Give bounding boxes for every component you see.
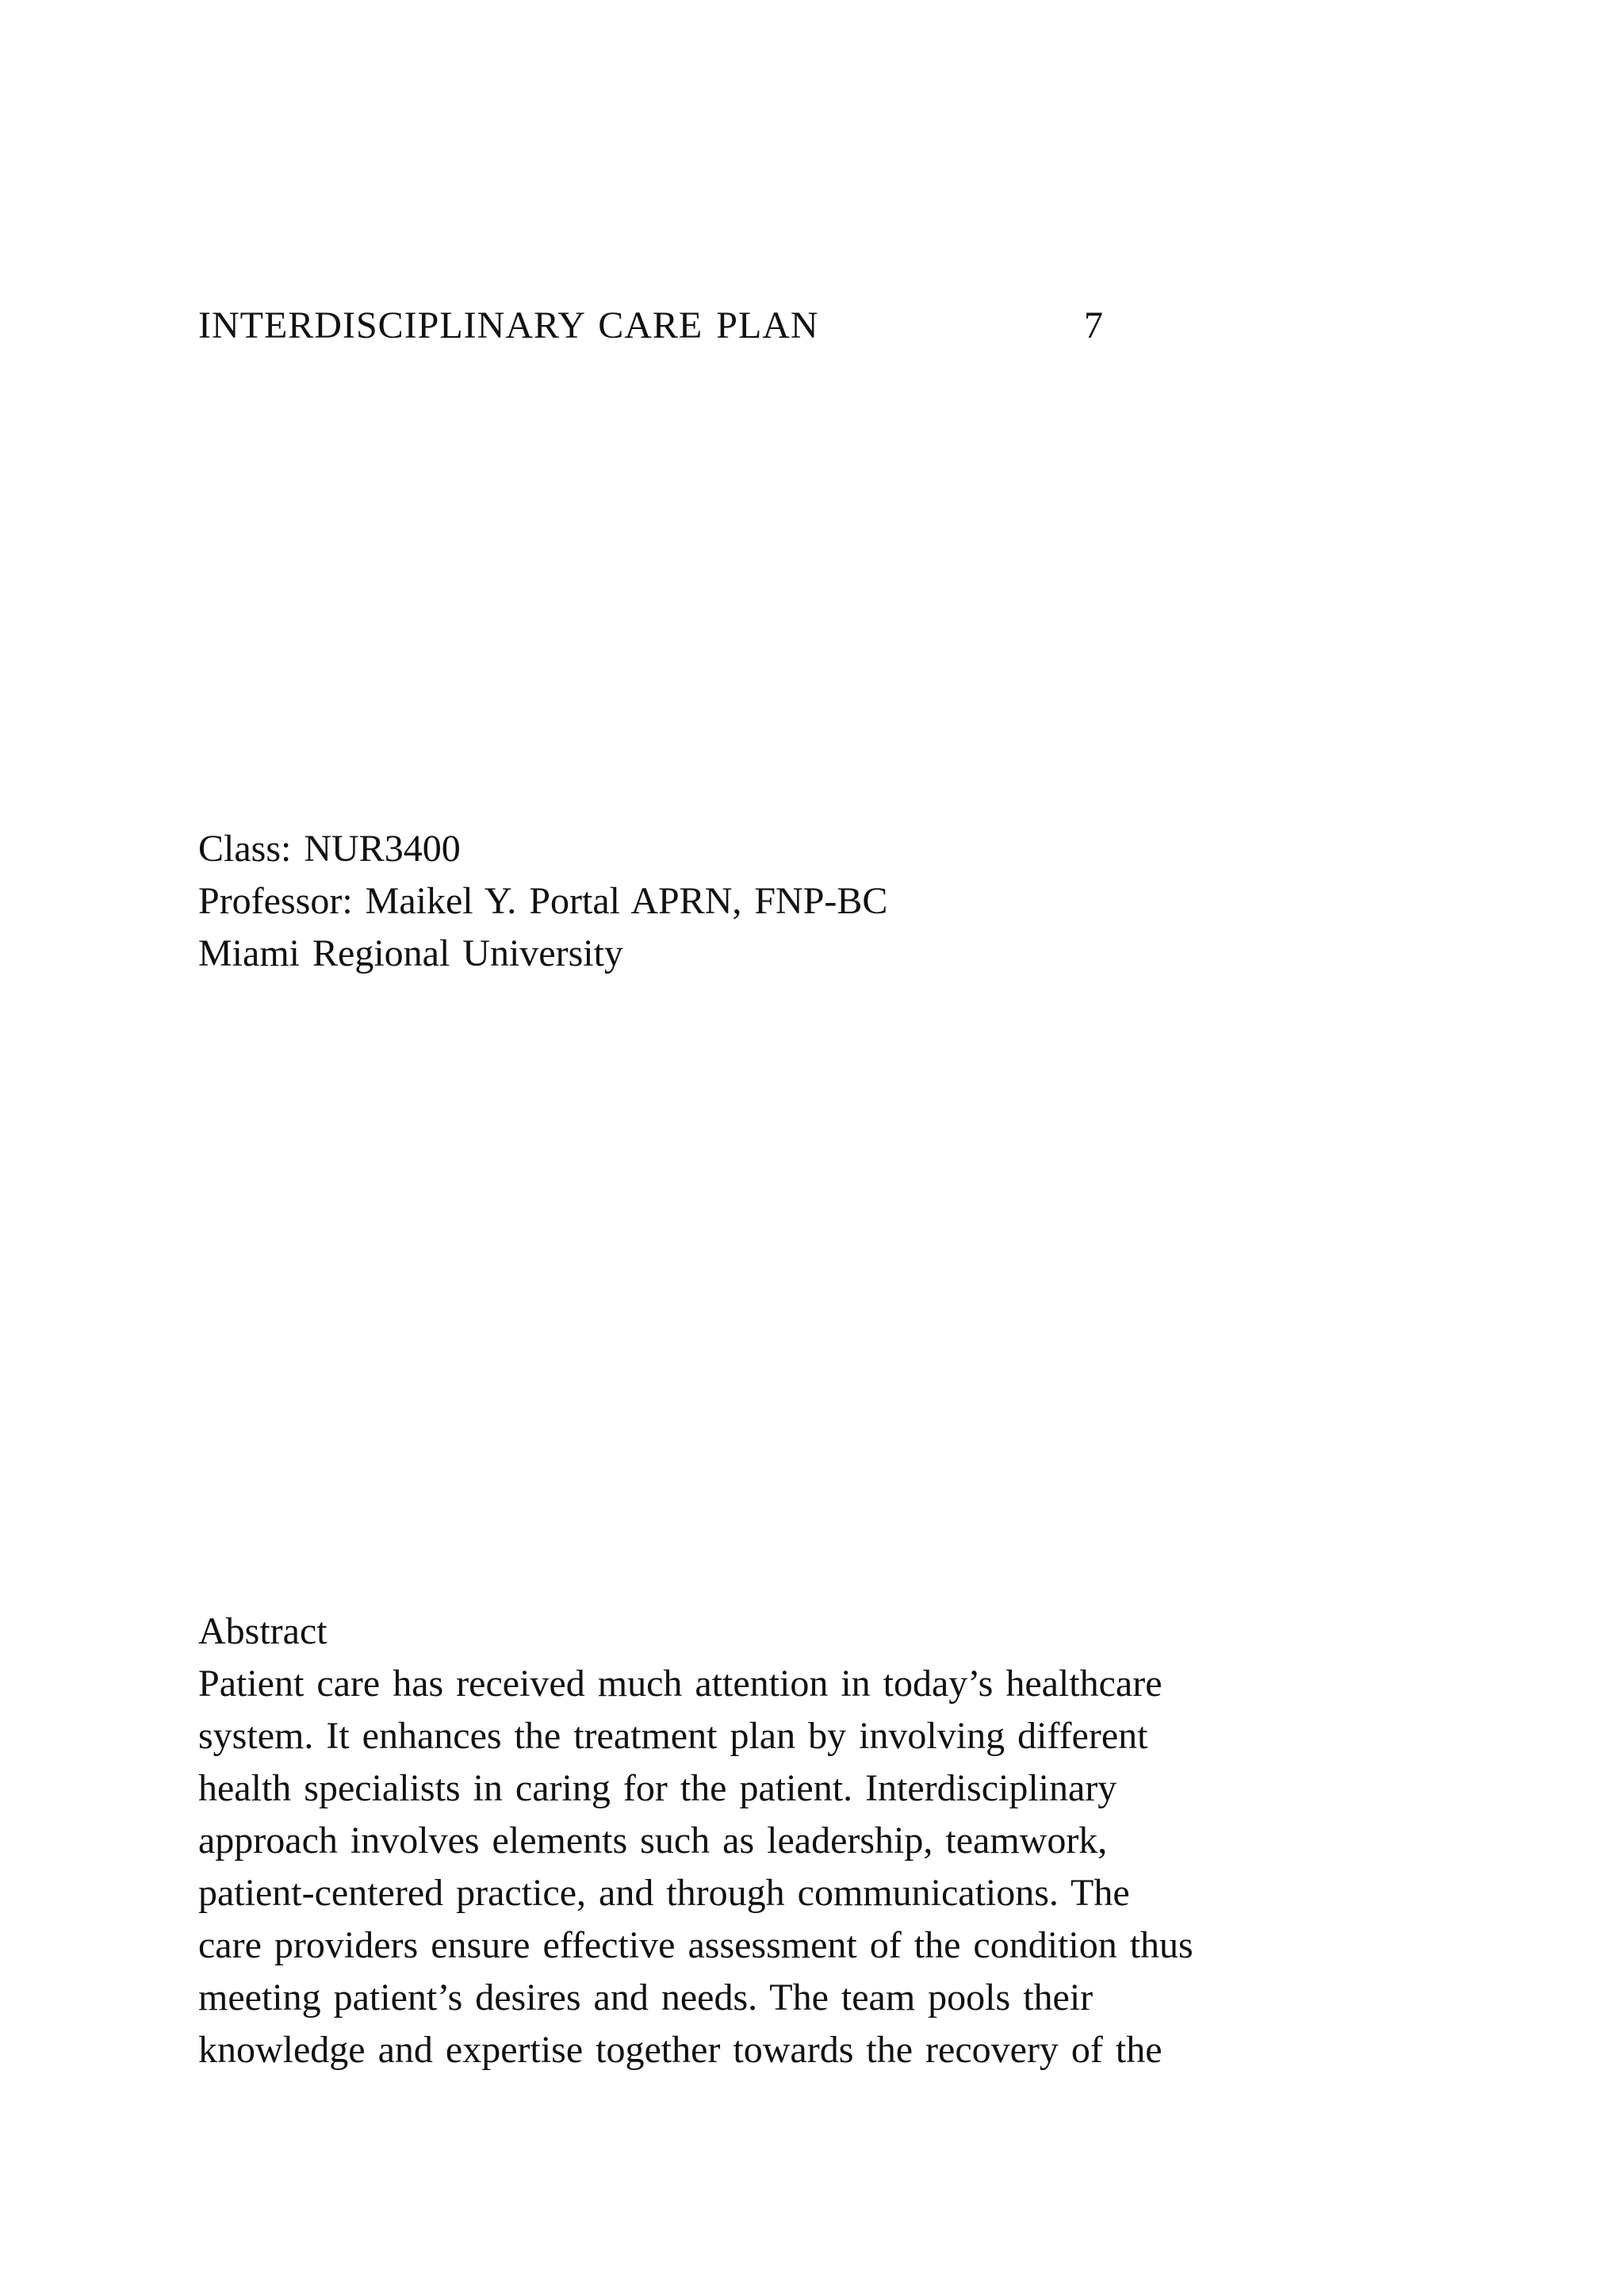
abstract-line: knowledge and expertise together towards the recovery of the bbox=[198, 2029, 1162, 2071]
page-number: 7 bbox=[1084, 304, 1103, 346]
running-head: INTERDISCIPLINARY CARE PLAN bbox=[198, 304, 819, 346]
class-line: Class: NUR3400 bbox=[198, 828, 461, 870]
abstract-heading: Abstract bbox=[198, 1610, 327, 1652]
abstract-line: meeting patient’s desires and needs. The team pools their bbox=[198, 1976, 1094, 2019]
institution-line: Miami Regional University bbox=[198, 932, 623, 974]
abstract-line: Patient care has received much attention in today’s healthcare bbox=[198, 1663, 1162, 1705]
abstract-line: care providers ensure effective assessment of the condition thus bbox=[198, 1924, 1193, 1966]
abstract-body bbox=[198, 1658, 1193, 2076]
professor-line: Professor: Maikel Y. Portal APRN, FNP-BC bbox=[198, 880, 888, 922]
abstract-line: patient-centered practice, and through communications. The bbox=[198, 1872, 1130, 1914]
abstract-line: health specialists in caring for the patient. Interdisciplinary bbox=[198, 1767, 1117, 1809]
abstract-line: system. It enhances the treatment plan by involving different bbox=[198, 1715, 1148, 1757]
abstract-line: approach involves elements such as leadership, teamwork, bbox=[198, 1820, 1108, 1862]
